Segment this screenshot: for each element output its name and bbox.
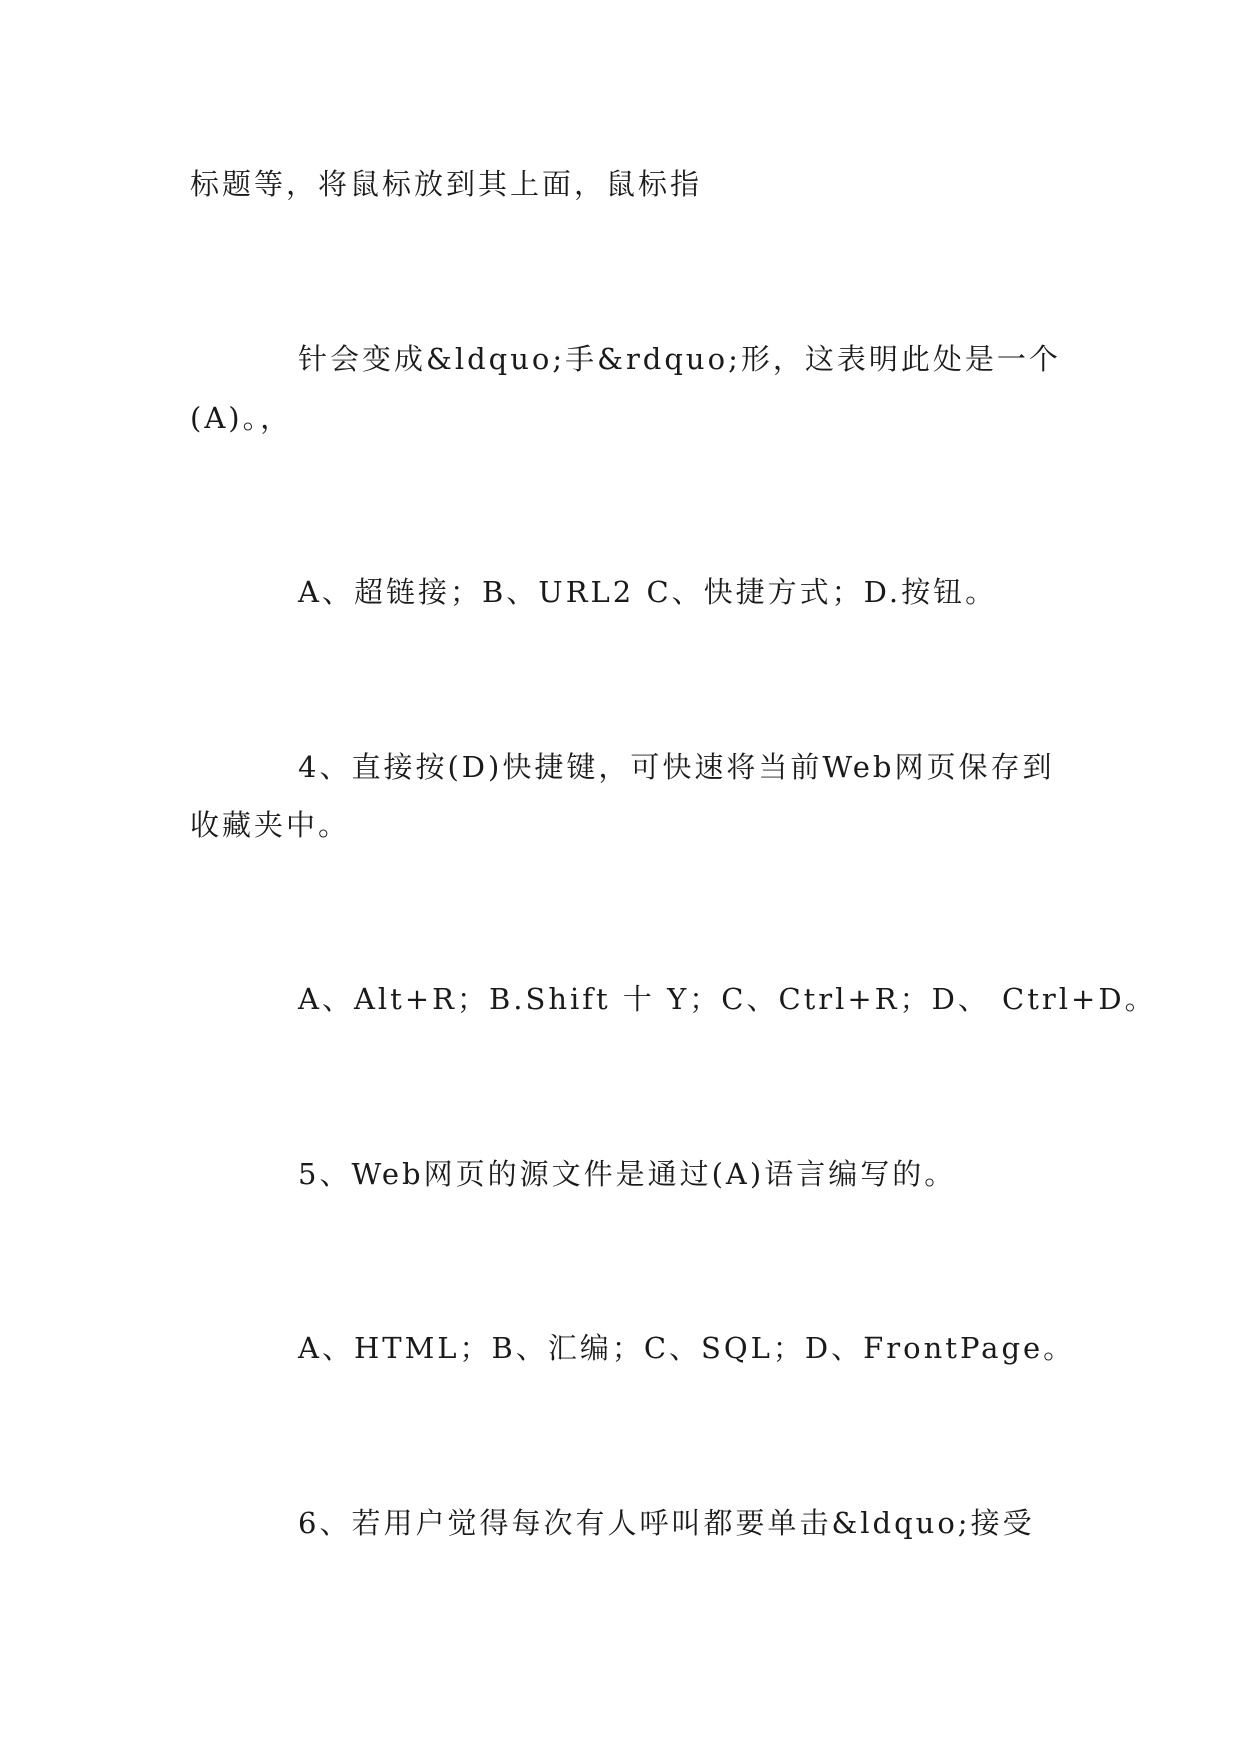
text-line: A、超链接；B、URL2 C、快捷方式；D.按钮。 (298, 575, 998, 609)
text-line: 收藏夹中。 (190, 808, 351, 842)
text-line: A、Alt+R；B.Shift 十 Y；C、Ctrl+R；D、 Ctrl+D。 (298, 982, 1157, 1016)
text-line: 标题等，将鼠标放到其上面，鼠标指 (190, 167, 703, 201)
text-line: (A)。， (190, 401, 293, 435)
text-line: 针会变成&ldquo;手&rdquo;形，这表明此处是一个 (298, 342, 1061, 376)
text-line: 5、Web网页的源文件是通过(A)语言编写的。 (298, 1157, 957, 1191)
text-line: 4、直接按(D)快捷键，可快速将当前Web网页保存到 (298, 750, 1055, 784)
text-line: 6、若用户觉得每次有人呼叫都要单击&ldquo;接受 (298, 1506, 1035, 1540)
text-line: A、HTML；B、汇编；C、SQL；D、FrontPage。 (298, 1331, 1076, 1365)
